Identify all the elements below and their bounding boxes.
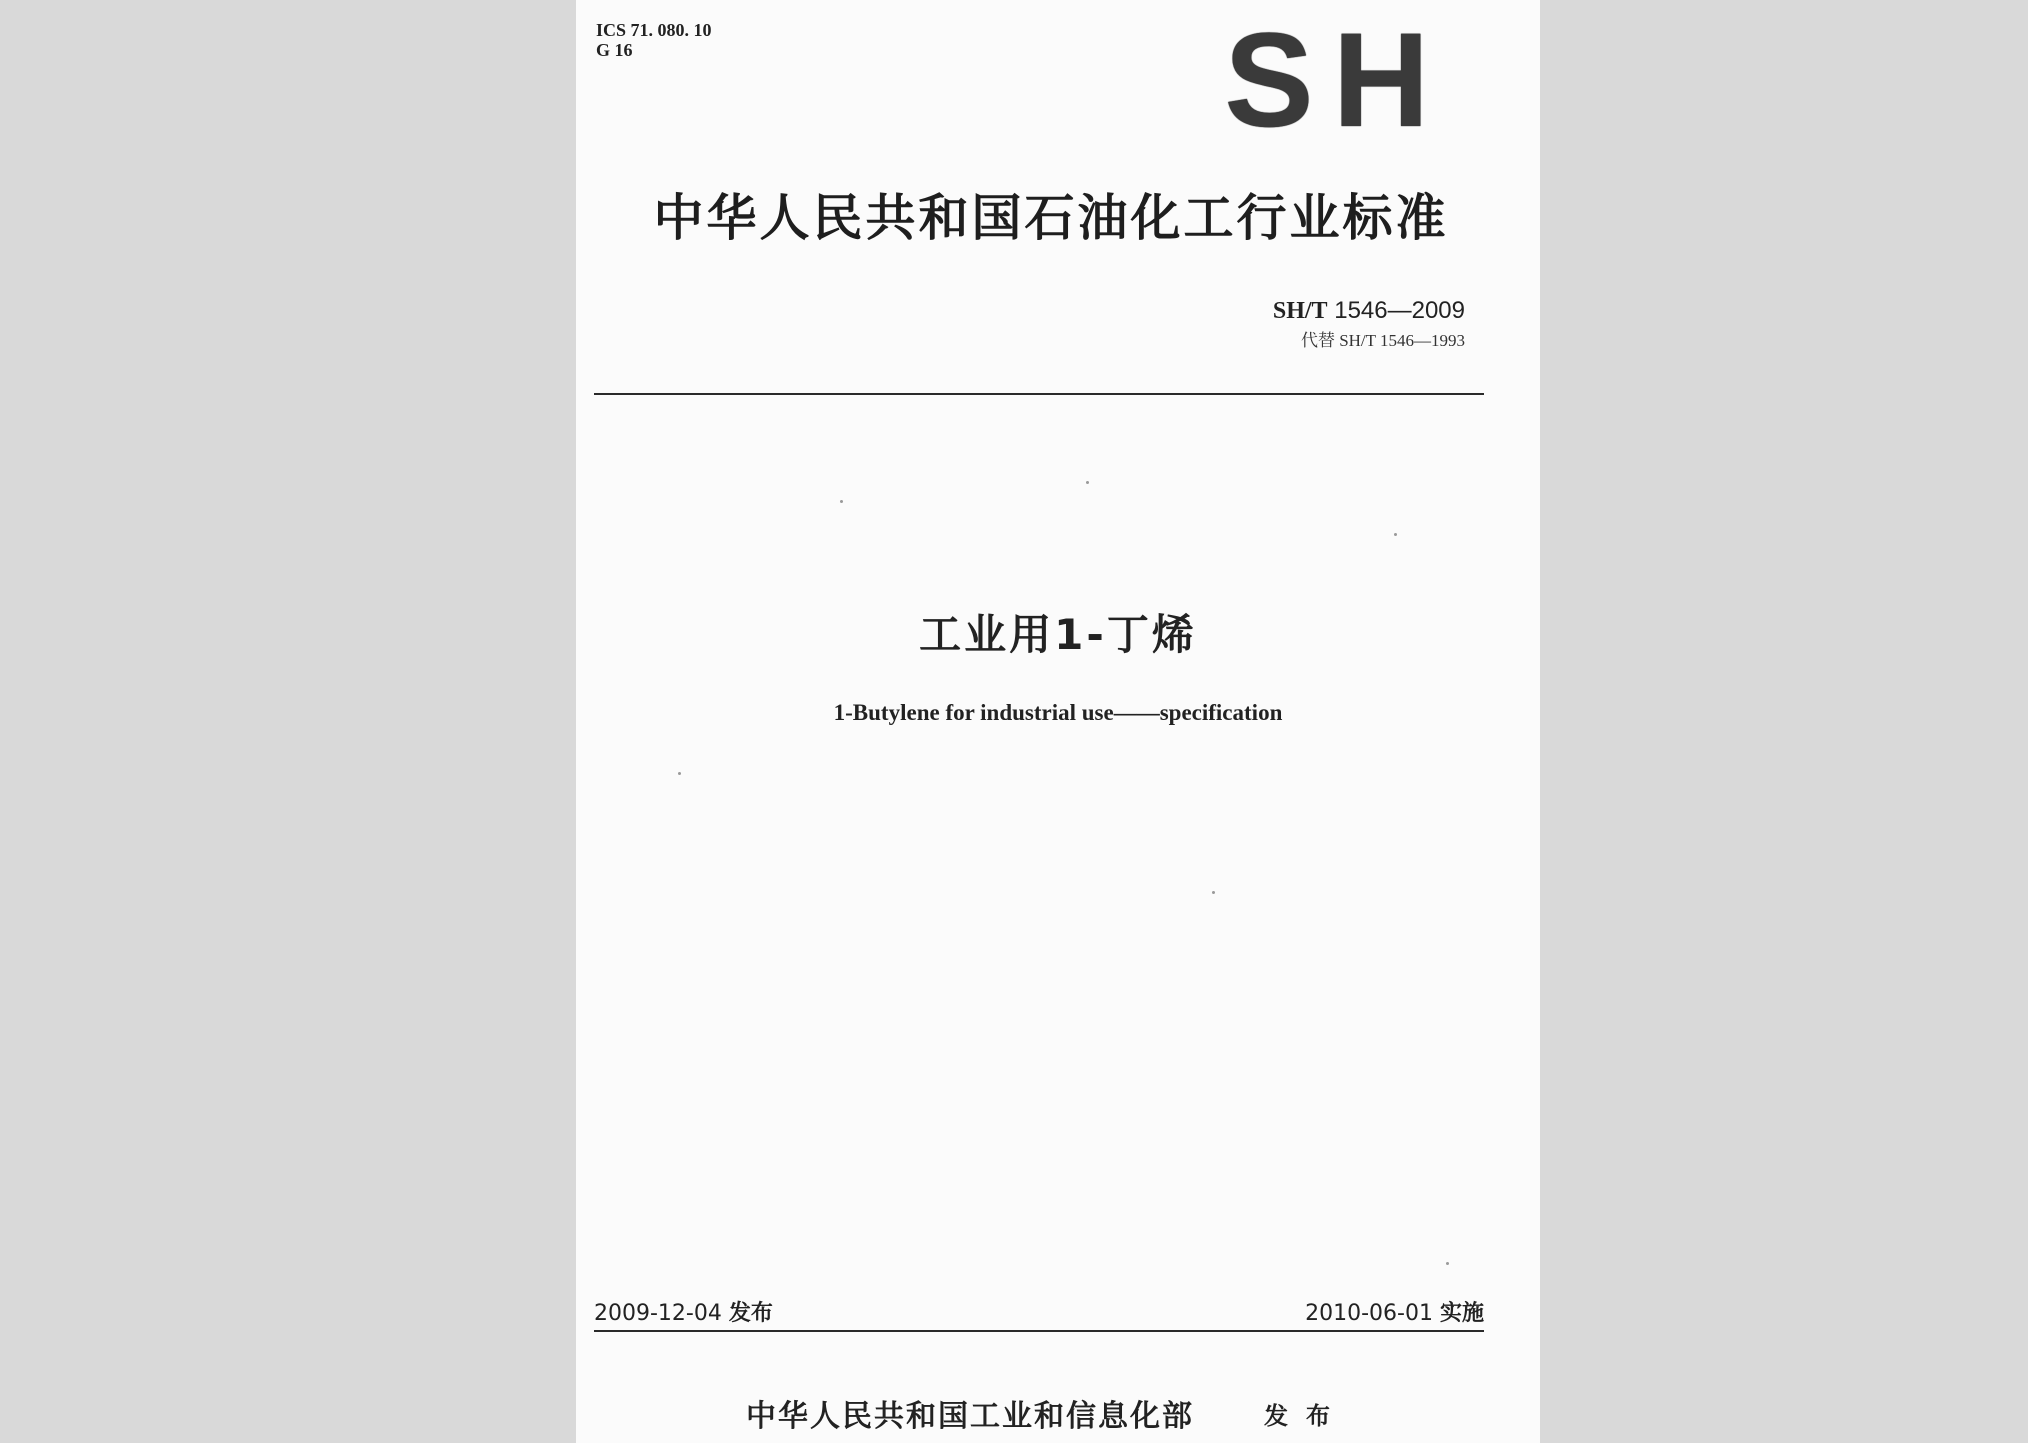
scan-speck [840, 500, 843, 503]
bottom-divider [594, 1330, 1484, 1332]
standard-number-value: 1546—2009 [1334, 297, 1465, 324]
logo-letter-s: S [1224, 29, 1314, 133]
classification-code: G 16 [596, 40, 633, 60]
logo-letter-h: H [1332, 29, 1430, 133]
ics-code: ICS 71. 080. 10 [596, 20, 712, 40]
replaces-standard: 代替 SH/T 1546—1993 [1300, 331, 1465, 350]
publish-date-value: 2009-12-04 [594, 1301, 722, 1326]
scan-speck [1394, 533, 1397, 536]
issuing-action: 发布 [1264, 1402, 1348, 1430]
publish-date [594, 1296, 773, 1327]
scan-speck [1212, 891, 1215, 894]
publish-date-label: 发布 [728, 1301, 773, 1326]
effective-date [1305, 1296, 1484, 1327]
product-english-name: 1-Butylene for industrial use——specification [833, 700, 1283, 725]
document-page [576, 0, 1540, 1443]
issuing-authority: 中华人民共和国工业和信息化部 [746, 1399, 1194, 1434]
standard-title: 中华人民共和国石油化工行业标准 [653, 189, 1449, 247]
standard-prefix: SH/T [1272, 298, 1328, 324]
scan-speck [1086, 481, 1089, 484]
product-chinese-name: 工业用1-丁烯 [919, 610, 1197, 659]
scan-speck [678, 772, 681, 775]
effective-date-value: 2010-06-01 [1305, 1301, 1433, 1326]
standard-number [1273, 297, 1465, 325]
scan-speck [1446, 1262, 1449, 1265]
effective-date-label: 实施 [1439, 1301, 1484, 1326]
top-divider [594, 393, 1484, 395]
